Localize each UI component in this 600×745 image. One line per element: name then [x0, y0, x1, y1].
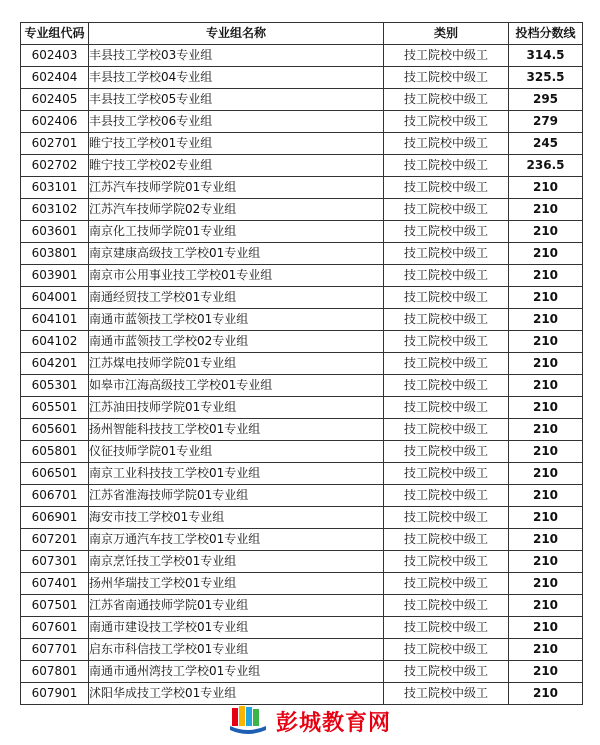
- table-row: [21, 485, 583, 507]
- watermark-text: 彭城教育网: [276, 710, 392, 736]
- cell-group-code: 607401: [21, 573, 89, 595]
- cell-score-line: 210: [509, 397, 583, 419]
- cell-score-line: 210: [509, 177, 583, 199]
- table-row: [21, 529, 583, 551]
- table-row: [21, 89, 583, 111]
- table-row: [21, 375, 583, 397]
- table-row: [21, 419, 583, 441]
- cell-category: 技工院校中级工: [384, 661, 509, 683]
- cell-score-line: 210: [509, 617, 583, 639]
- cell-group-name: 南通经贸技工学校01专业组: [89, 287, 384, 309]
- cell-category: 技工院校中级工: [384, 397, 509, 419]
- cell-group-code: 602405: [21, 89, 89, 111]
- cell-score-line: 210: [509, 573, 583, 595]
- cell-category: 技工院校中级工: [384, 133, 509, 155]
- cell-group-code: 607201: [21, 529, 89, 551]
- cell-group-code: 602406: [21, 111, 89, 133]
- cell-category: 技工院校中级工: [384, 287, 509, 309]
- cell-group-code: 605501: [21, 397, 89, 419]
- cell-category: 技工院校中级工: [384, 463, 509, 485]
- cell-group-name: 仪征技师学院01专业组: [89, 441, 384, 463]
- cell-score-line: 210: [509, 441, 583, 463]
- table-row: [21, 133, 583, 155]
- cell-score-line: 210: [509, 595, 583, 617]
- cell-score-line: 210: [509, 485, 583, 507]
- cell-group-name: 丰县技工学校04专业组: [89, 67, 384, 89]
- cell-group-code: 607501: [21, 595, 89, 617]
- cell-group-name: 丰县技工学校03专业组: [89, 45, 384, 67]
- table-row: [21, 397, 583, 419]
- cell-category: 技工院校中级工: [384, 199, 509, 221]
- cell-score-line: 210: [509, 375, 583, 397]
- table-row: [21, 441, 583, 463]
- cell-score-line: 210: [509, 661, 583, 683]
- cell-score-line: 210: [509, 463, 583, 485]
- table-row: [21, 463, 583, 485]
- cell-score-line: 325.5: [509, 67, 583, 89]
- cell-category: 技工院校中级工: [384, 551, 509, 573]
- cell-group-code: 607601: [21, 617, 89, 639]
- cell-score-line: 210: [509, 243, 583, 265]
- cell-group-code: 606501: [21, 463, 89, 485]
- cell-group-code: 603102: [21, 199, 89, 221]
- cell-group-name: 江苏汽车技师学院02专业组: [89, 199, 384, 221]
- cell-category: 技工院校中级工: [384, 111, 509, 133]
- cell-group-code: 604001: [21, 287, 89, 309]
- cell-group-code: 603901: [21, 265, 89, 287]
- cell-group-name: 南京工业科技技工学校01专业组: [89, 463, 384, 485]
- cell-category: 技工院校中级工: [384, 529, 509, 551]
- header-group-name: 专业组名称: [89, 23, 384, 45]
- cell-category: 技工院校中级工: [384, 507, 509, 529]
- cell-category: 技工院校中级工: [384, 485, 509, 507]
- cell-score-line: 210: [509, 683, 583, 705]
- table-row: [21, 639, 583, 661]
- cell-category: 技工院校中级工: [384, 177, 509, 199]
- watermark-logo: [228, 703, 391, 739]
- cell-group-code: 605601: [21, 419, 89, 441]
- cell-group-name: 海安市技工学校01专业组: [89, 507, 384, 529]
- cell-group-name: 丰县技工学校06专业组: [89, 111, 384, 133]
- cell-score-line: 210: [509, 353, 583, 375]
- table-header-row: [21, 23, 583, 45]
- cell-group-code: 604102: [21, 331, 89, 353]
- cell-group-code: 602403: [21, 45, 89, 67]
- cell-category: 技工院校中级工: [384, 155, 509, 177]
- header-score-line: 投档分数线: [509, 23, 583, 45]
- cell-score-line: 245: [509, 133, 583, 155]
- cell-score-line: 210: [509, 265, 583, 287]
- table-row: [21, 617, 583, 639]
- book-logo-icon: [228, 704, 268, 738]
- cell-group-code: 605301: [21, 375, 89, 397]
- cell-group-name: 扬州智能科技技工学校01专业组: [89, 419, 384, 441]
- cell-group-code: 607701: [21, 639, 89, 661]
- cell-score-line: 210: [509, 507, 583, 529]
- table-row: [21, 595, 583, 617]
- cell-score-line: 210: [509, 419, 583, 441]
- cell-group-code: 602701: [21, 133, 89, 155]
- cell-group-name: 南京市公用事业技工学校01专业组: [89, 265, 384, 287]
- table-row: [21, 331, 583, 353]
- cell-group-code: 602404: [21, 67, 89, 89]
- table-row: [21, 243, 583, 265]
- cell-category: 技工院校中级工: [384, 243, 509, 265]
- cell-score-line: 210: [509, 287, 583, 309]
- table-row: [21, 287, 583, 309]
- cell-group-name: 睢宁技工学校02专业组: [89, 155, 384, 177]
- cell-group-name: 睢宁技工学校01专业组: [89, 133, 384, 155]
- table-row: [21, 67, 583, 89]
- table-row: [21, 45, 583, 67]
- cell-group-code: 604201: [21, 353, 89, 375]
- cell-score-line: 210: [509, 199, 583, 221]
- cell-category: 技工院校中级工: [384, 419, 509, 441]
- cell-category: 技工院校中级工: [384, 67, 509, 89]
- table-body: [21, 45, 583, 705]
- cell-group-name: 南通市通州湾技工学校01专业组: [89, 661, 384, 683]
- table-row: [21, 177, 583, 199]
- table-row: [21, 683, 583, 705]
- cell-score-line: 210: [509, 331, 583, 353]
- cell-score-line: 210: [509, 221, 583, 243]
- header-category: 类别: [384, 23, 509, 45]
- table-row: [21, 111, 583, 133]
- cell-group-name: 如皋市江海高级技工学校01专业组: [89, 375, 384, 397]
- table-row: [21, 573, 583, 595]
- cell-group-name: 江苏煤电技师学院01专业组: [89, 353, 384, 375]
- cell-group-name: 南通市建设技工学校01专业组: [89, 617, 384, 639]
- cell-category: 技工院校中级工: [384, 265, 509, 287]
- cell-category: 技工院校中级工: [384, 221, 509, 243]
- cell-score-line: 314.5: [509, 45, 583, 67]
- cell-group-name: 丰县技工学校05专业组: [89, 89, 384, 111]
- cell-group-name: 江苏省南通技师学院01专业组: [89, 595, 384, 617]
- cell-group-code: 606701: [21, 485, 89, 507]
- table-row: [21, 353, 583, 375]
- cell-score-line: 210: [509, 551, 583, 573]
- cell-group-name: 江苏省淮海技师学院01专业组: [89, 485, 384, 507]
- cell-group-code: 607301: [21, 551, 89, 573]
- table-row: [21, 155, 583, 177]
- table-row: [21, 507, 583, 529]
- cell-category: 技工院校中级工: [384, 353, 509, 375]
- cell-group-name: 南通市蓝领技工学校01专业组: [89, 309, 384, 331]
- cell-category: 技工院校中级工: [384, 639, 509, 661]
- table-row: [21, 265, 583, 287]
- cell-group-code: 604101: [21, 309, 89, 331]
- table-row: [21, 199, 583, 221]
- cell-group-code: 607801: [21, 661, 89, 683]
- cell-category: 技工院校中级工: [384, 441, 509, 463]
- cell-category: 技工院校中级工: [384, 89, 509, 111]
- cell-category: 技工院校中级工: [384, 595, 509, 617]
- cell-group-name: 南京烹饪技工学校01专业组: [89, 551, 384, 573]
- header-group-code: 专业组代码: [21, 23, 89, 45]
- cell-group-name: 南京建康高级技工学校01专业组: [89, 243, 384, 265]
- cell-category: 技工院校中级工: [384, 375, 509, 397]
- cell-category: 技工院校中级工: [384, 683, 509, 705]
- cell-score-line: 236.5: [509, 155, 583, 177]
- cell-group-code: 605801: [21, 441, 89, 463]
- cell-group-code: 603801: [21, 243, 89, 265]
- table-row: [21, 661, 583, 683]
- cell-score-line: 295: [509, 89, 583, 111]
- cell-group-name: 扬州华瑞技工学校01专业组: [89, 573, 384, 595]
- cell-category: 技工院校中级工: [384, 617, 509, 639]
- cell-score-line: 210: [509, 529, 583, 551]
- cell-group-code: 606901: [21, 507, 89, 529]
- table-row: [21, 551, 583, 573]
- admission-score-table: [20, 22, 583, 705]
- cell-group-code: 607901: [21, 683, 89, 705]
- cell-score-line: 210: [509, 309, 583, 331]
- cell-group-name: 启东市科信技工学校01专业组: [89, 639, 384, 661]
- cell-category: 技工院校中级工: [384, 309, 509, 331]
- cell-category: 技工院校中级工: [384, 331, 509, 353]
- cell-group-name: 南京化工技师学院01专业组: [89, 221, 384, 243]
- table-row: [21, 309, 583, 331]
- cell-group-name: 江苏油田技师学院01专业组: [89, 397, 384, 419]
- cell-group-code: 603601: [21, 221, 89, 243]
- cell-score-line: 210: [509, 639, 583, 661]
- cell-group-code: 602702: [21, 155, 89, 177]
- cell-category: 技工院校中级工: [384, 45, 509, 67]
- cell-group-name: 南京万通汽车技工学校01专业组: [89, 529, 384, 551]
- cell-group-name: 江苏汽车技师学院01专业组: [89, 177, 384, 199]
- cell-group-name: 南通市蓝领技工学校02专业组: [89, 331, 384, 353]
- table-row: [21, 221, 583, 243]
- cell-group-code: 603101: [21, 177, 89, 199]
- cell-group-name: 沭阳华成技工学校01专业组: [89, 683, 384, 705]
- cell-score-line: 279: [509, 111, 583, 133]
- cell-category: 技工院校中级工: [384, 573, 509, 595]
